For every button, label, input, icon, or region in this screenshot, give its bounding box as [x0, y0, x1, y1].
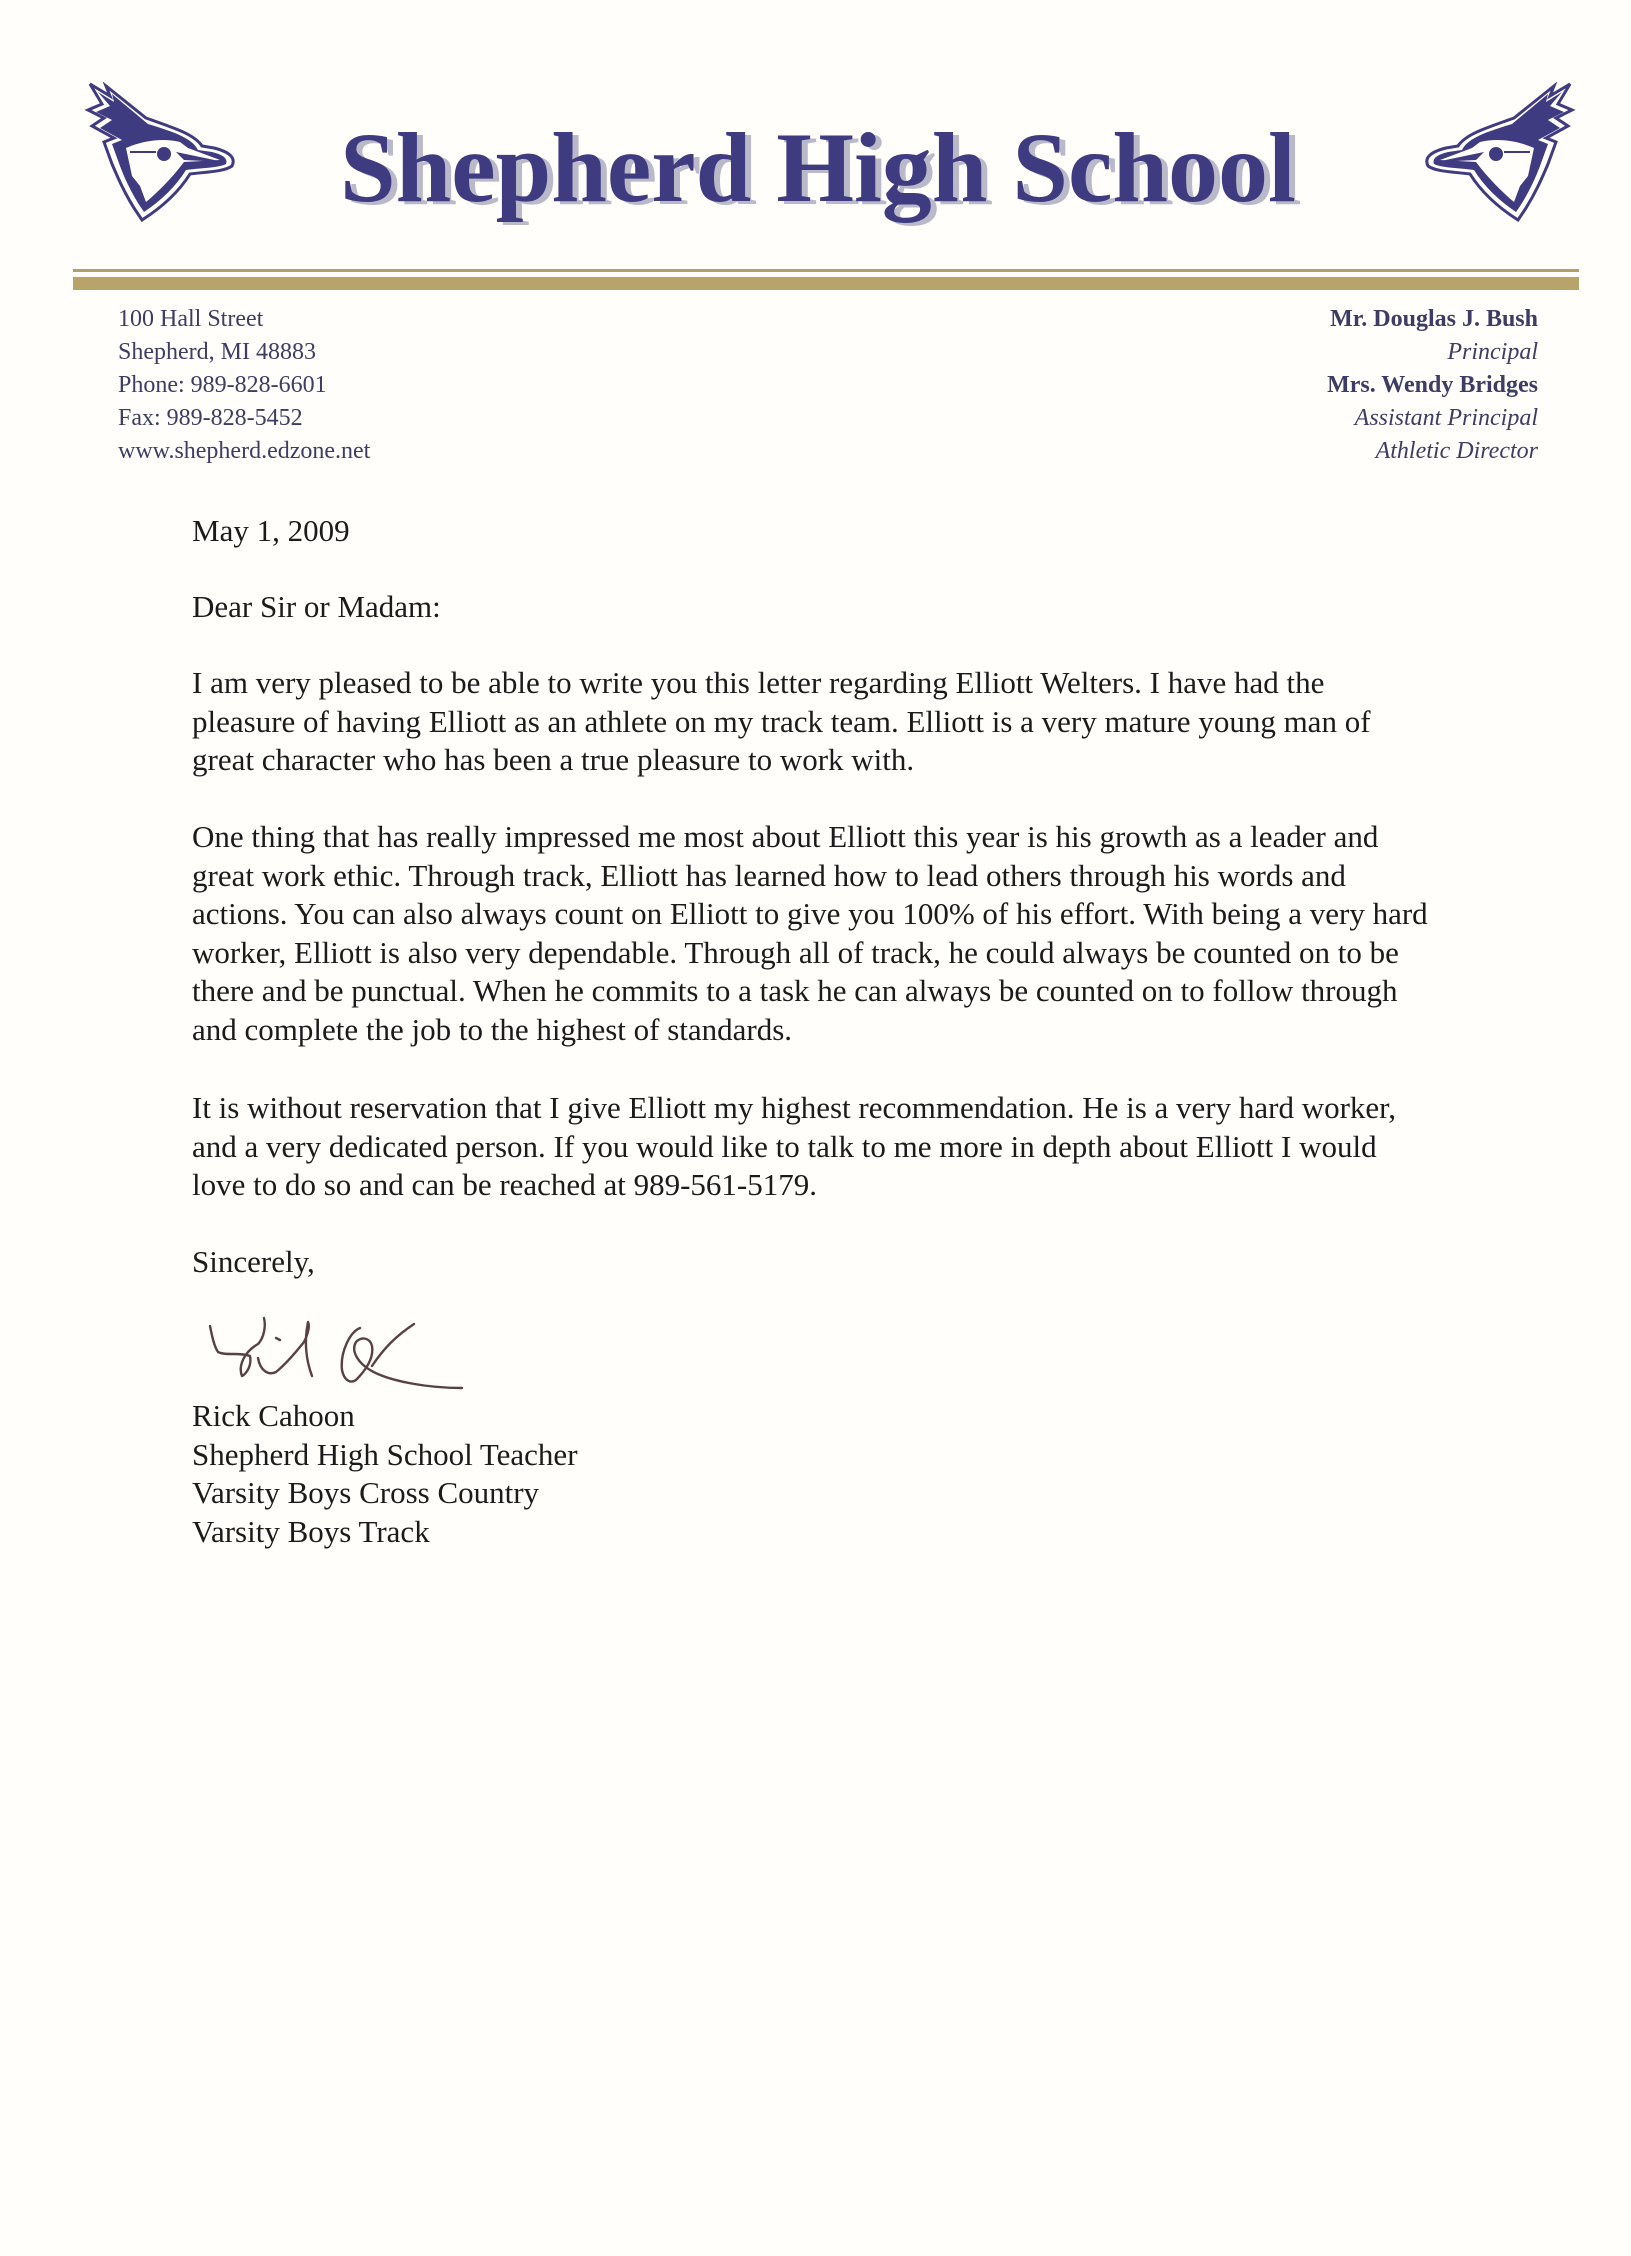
blue-jay-logo-icon [84, 82, 236, 222]
signer-name: Rick Cahoon [192, 1398, 355, 1433]
assistant-principal-title: Assistant Principal [1354, 405, 1538, 431]
letter-date: May 1, 2009 [192, 513, 350, 548]
assistant-principal-name: Mrs. Wendy Bridges [1327, 372, 1538, 398]
principal-name: Mr. Douglas J. Bush [1330, 306, 1538, 332]
paragraph-text: I am very pleased to be able to write you this letter regarding Elliott Welters. I have had the pleasure of having Elliott as an athlete on my track team. Elliott is a very mature young man of great character who has been a true pleasure to work with. [192, 665, 1371, 777]
paragraph-text: One thing that has really impressed me most about Elliott this year is his growth as a leader and great work ethic. Through track, Elliott has learned how to lead others through his words and actions. You can also always count on Elliott to give you 100% of his effort. With being a very hard worker, Elliott is also very dependable. Through all of track, he could always be counted on to be there and be punctual. When he commits to a task he can always be counted on to follow through and complete the job to the highest of standards. [192, 819, 1428, 1047]
paragraph-text: It is without reservation that I give Elliott my highest recommendation. He is a very hard worker, and a very dedicated person. If you would like to talk to me more in depth about Elliott I would love to do so and can be reached at 989-561-5179. [192, 1090, 1397, 1202]
letter-paragraph-3 [192, 1089, 1432, 1205]
signer-role-track: Varsity Boys Track [192, 1513, 430, 1549]
address-phone: Phone: 989-828-6601 [118, 372, 327, 398]
letter-paragraph-1 [192, 664, 1432, 780]
school-address-block [118, 303, 370, 468]
header-rule-thick [73, 277, 1579, 290]
signer-title: Shepherd High School Teacher [192, 1436, 578, 1472]
principal-title: Principal [1447, 339, 1538, 365]
address-street: 100 Hall Street [118, 306, 264, 332]
school-name-heading: Shepherd High School [340, 112, 1296, 223]
letter-closing: Sincerely, [192, 1244, 315, 1279]
signer-role-cross-country: Varsity Boys Cross Country [192, 1475, 540, 1510]
handwritten-signature-icon [200, 1296, 490, 1396]
address-website: www.shepherd.edzone.net [118, 438, 371, 464]
address-fax: Fax: 989-828-5452 [118, 405, 303, 431]
address-city: Shepherd, MI 48883 [118, 339, 316, 365]
header-rule-thin [73, 269, 1579, 272]
letter-salutation: Dear Sir or Madam: [192, 589, 441, 624]
administration-block [1327, 303, 1538, 468]
signer-block [192, 1397, 1432, 1551]
blue-jay-logo-icon [1424, 82, 1576, 222]
letter-paragraph-2 [192, 818, 1432, 1049]
athletic-director-title: Athletic Director [1375, 438, 1538, 464]
